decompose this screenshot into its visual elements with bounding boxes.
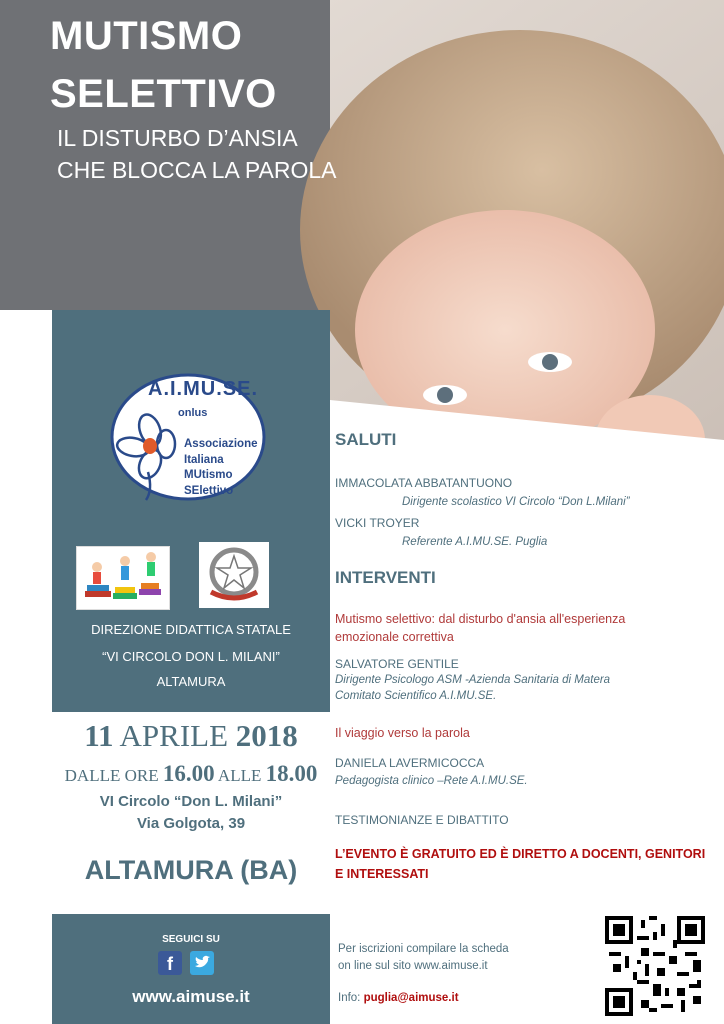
logo-onlus: onlus xyxy=(178,407,208,419)
title-line-1: MUTISMO xyxy=(50,14,243,58)
info-label: Info: xyxy=(338,992,361,1004)
logo-line-2: Italiana xyxy=(184,453,224,466)
talk-2-role: Pedagogista clinico –Rete A.I.MU.SE. xyxy=(335,775,528,787)
venue-city: ALTAMURA (BA) xyxy=(84,855,298,885)
event-date xyxy=(52,718,330,754)
venue-street: Via Golgota, 39 xyxy=(136,815,246,832)
subtitle-line-1: IL DISTURBO D’ANSIA xyxy=(57,125,298,151)
event-year: 2018 xyxy=(235,718,298,753)
talk-1-title-line-2: emozionale correttiva xyxy=(335,630,454,644)
event-month: APRILE xyxy=(119,718,229,753)
time-from: 16.00 xyxy=(162,761,215,786)
talk-1-role-line-2: Comitato Scientifico A.I.MU.SE. xyxy=(335,690,497,702)
website-link[interactable]: www.aimuse.it xyxy=(132,987,250,1006)
event-day: 11 xyxy=(84,718,114,753)
time-to-label: ALLE xyxy=(217,766,262,785)
talk-1-title-line-1: Mutismo selettivo: dal disturbo d'ansia all'esperienza xyxy=(335,612,626,626)
registration-line-2: on line sul sito www.aimuse.it xyxy=(338,960,488,972)
interventi-heading: INTERVENTI xyxy=(335,568,436,587)
saluti-role-2: Referente A.I.MU.SE. Puglia xyxy=(402,536,548,548)
logo-arc-text: A.I.MU.SE. xyxy=(148,378,259,400)
venue-name: VI Circolo “Don L. Milani” xyxy=(99,793,283,810)
logo-line-1: Associazione xyxy=(184,438,258,450)
saluti-role-1: Dirigente scolastico VI Circolo “Don L.Milani” xyxy=(402,496,630,508)
twitter-icon[interactable] xyxy=(190,951,214,975)
saluti-heading: SALUTI xyxy=(335,430,397,449)
talk-1-role-line-1: Dirigente Psicologo ASM -Azienda Sanitaria di Matera xyxy=(335,674,611,686)
time-to: 18.00 xyxy=(265,761,318,786)
free-event-note: L’EVENTO È GRATUITO ED È DIRETTO A DOCENTI, GENITORI E INTERESSATI xyxy=(335,847,706,881)
logo-line-3: MUtismo xyxy=(184,469,233,482)
talk-1-speaker: SALVATORE GENTILE xyxy=(335,657,459,671)
qr-code[interactable] xyxy=(605,916,705,1016)
children-books-image xyxy=(76,546,170,610)
facebook-icon[interactable]: f xyxy=(158,951,182,975)
follow-label: SEGUICI SU xyxy=(162,934,220,945)
saluti-name-2: VICKI TROYER xyxy=(335,516,420,530)
subtitle-line-2: CHE BLOCCA LA PAROLA xyxy=(57,157,337,183)
event-time xyxy=(52,761,330,787)
logo-line-4: SElettivo xyxy=(184,484,234,497)
talk-2-speaker: DANIELA LAVERMICOCCA xyxy=(335,756,485,770)
organizer-line-1: DIREZIONE DIDATTICA STATALE xyxy=(91,622,291,637)
registration-line-1: Per iscrizioni compilare la scheda xyxy=(338,943,509,955)
organizer-line-2: “VI CIRCOLO DON L. MILANI” xyxy=(102,649,280,664)
closing-item: TESTIMONIANZE E DIBATTITO xyxy=(335,813,509,827)
logo-text xyxy=(184,437,258,499)
info-line xyxy=(338,992,459,1004)
info-email[interactable]: puglia@aimuse.it xyxy=(363,992,459,1004)
saluti-name-1: IMMACOLATA ABBATANTUONO xyxy=(335,476,513,490)
title-line-2: SELETTIVO xyxy=(50,72,277,116)
time-from-label: DALLE ORE xyxy=(64,766,159,785)
italian-republic-emblem xyxy=(199,542,269,608)
organizer-line-3: ALTAMURA xyxy=(156,674,226,689)
talk-2-title: Il viaggio verso la parola xyxy=(335,726,470,740)
